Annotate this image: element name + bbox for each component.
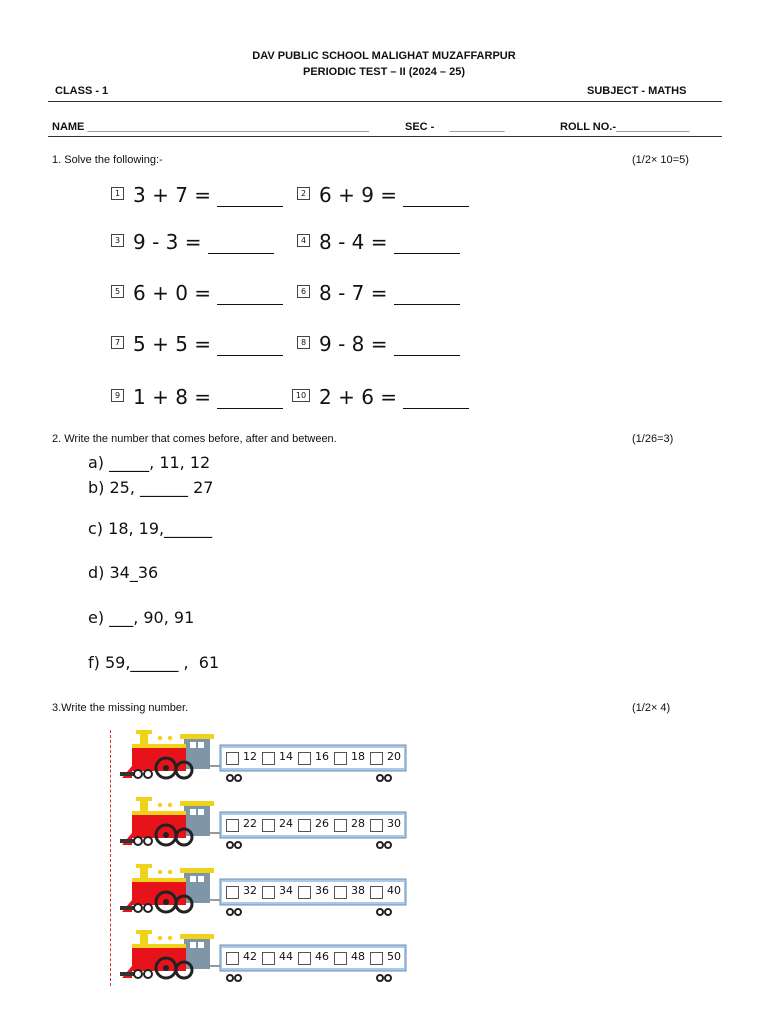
- q2-item-c: [88, 519, 212, 538]
- q1-item-9: [111, 385, 283, 409]
- wagon-number: 12: [243, 750, 257, 763]
- item-number: 4: [297, 234, 310, 247]
- wagon-number: 34: [279, 884, 293, 897]
- wagon-number: 50: [387, 950, 401, 963]
- item-number: 7: [111, 336, 124, 349]
- item-number: 1: [111, 187, 124, 200]
- q1-item-7: [111, 332, 283, 356]
- item-number: 3: [111, 234, 124, 247]
- item-number: 10: [292, 389, 310, 402]
- missing-number-box: [226, 752, 239, 765]
- missing-number-box: [298, 752, 311, 765]
- expression: 9 - 3 =: [133, 230, 202, 254]
- train-1: [118, 728, 408, 790]
- train-3: [118, 862, 408, 924]
- answer-blank: [394, 235, 460, 254]
- answer-blank: [217, 188, 283, 207]
- expression: 8 - 7 =: [319, 281, 388, 305]
- expression: 6 + 0 =: [133, 281, 212, 305]
- missing-number-box: [262, 886, 275, 899]
- missing-number-box: [262, 819, 275, 832]
- wagon-number: 46: [315, 950, 329, 963]
- expression: 6 + 9 =: [319, 183, 398, 207]
- q1-item-4: [297, 230, 460, 254]
- wagon-number: 16: [315, 750, 329, 763]
- missing-number-box: [370, 952, 383, 965]
- wagon-number: 48: [351, 950, 365, 963]
- q2-title: 2. Write the number that comes before, after and between.: [52, 433, 337, 445]
- wagon-number: 40: [387, 884, 401, 897]
- item-label: e): [88, 608, 105, 627]
- q3-title: 3.Write the missing number.: [52, 702, 189, 714]
- q2-item-e: [88, 608, 194, 627]
- item-text: ___, 90, 91: [109, 608, 195, 627]
- missing-number-box: [226, 952, 239, 965]
- missing-number-box: [226, 819, 239, 832]
- item-number: 6: [297, 285, 310, 298]
- q2-marks: (1/26=3): [632, 433, 674, 445]
- wagon-number: 18: [351, 750, 365, 763]
- item-text: 34_36: [109, 563, 159, 582]
- train-4: [118, 928, 408, 990]
- q1-item-5: [111, 281, 283, 305]
- missing-number-box: [226, 886, 239, 899]
- dashed-margin-line: [110, 730, 111, 986]
- item-label: a): [88, 453, 105, 472]
- q1-item-1: [111, 183, 283, 207]
- item-label: f): [88, 653, 100, 672]
- answer-blank: [217, 390, 283, 409]
- item-text: 59,______ , 61: [104, 653, 220, 672]
- wagon-number: 42: [243, 950, 257, 963]
- missing-number-box: [334, 886, 347, 899]
- name-rule: [48, 136, 722, 137]
- section-field: SEC - _________: [405, 121, 505, 133]
- q3-marks: (1/2× 4): [632, 702, 671, 714]
- expression: 2 + 6 =: [319, 385, 398, 409]
- wagon-number: 20: [387, 750, 401, 763]
- answer-blank: [217, 337, 283, 356]
- wagon-number: 28: [351, 817, 365, 830]
- q1-item-2: [297, 183, 469, 207]
- wagon-number: 26: [315, 817, 329, 830]
- missing-number-box: [262, 952, 275, 965]
- q1-item-6: [297, 281, 460, 305]
- wagon-number: 24: [279, 817, 293, 830]
- item-label: b): [88, 478, 105, 497]
- subject-label: SUBJECT - MATHS: [587, 85, 687, 97]
- missing-number-box: [298, 819, 311, 832]
- class-label: CLASS - 1: [55, 85, 109, 97]
- q2-item-d: [88, 563, 158, 582]
- wagon-number: 36: [315, 884, 329, 897]
- q1-item-3: [111, 230, 274, 254]
- q2-item-b: [88, 478, 213, 497]
- answer-blank: [394, 286, 460, 305]
- answer-blank: [403, 188, 469, 207]
- missing-number-box: [334, 952, 347, 965]
- answer-blank: [403, 390, 469, 409]
- item-text: 25, ______ 27: [109, 478, 214, 497]
- expression: 9 - 8 =: [319, 332, 388, 356]
- q1-item-8: [297, 332, 460, 356]
- missing-number-box: [262, 752, 275, 765]
- wagon-number: 44: [279, 950, 293, 963]
- wagon-number: 30: [387, 817, 401, 830]
- expression: 3 + 7 =: [133, 183, 212, 207]
- missing-number-box: [298, 886, 311, 899]
- roll-number-field: ROLL NO.-____________: [560, 121, 690, 133]
- item-number: 5: [111, 285, 124, 298]
- school-name: DAV PUBLIC SCHOOL MALIGHAT MUZAFFARPUR: [252, 50, 516, 62]
- missing-number-box: [370, 819, 383, 832]
- answer-blank: [217, 286, 283, 305]
- item-text: 18, 19,______: [108, 519, 213, 538]
- q1-item-10: [292, 385, 469, 409]
- item-number: 8: [297, 336, 310, 349]
- item-text: _____, 11, 12: [109, 453, 211, 472]
- q2-item-a: [88, 453, 210, 472]
- missing-number-box: [334, 819, 347, 832]
- wagon-number: 32: [243, 884, 257, 897]
- wagon-number: 38: [351, 884, 365, 897]
- name-field: NAME ______________________________________________: [52, 121, 369, 133]
- missing-number-box: [298, 952, 311, 965]
- wagon-number: 14: [279, 750, 293, 763]
- answer-blank: [208, 235, 274, 254]
- test-title: PERIODIC TEST – II (2024 – 25): [302, 66, 465, 78]
- expression: 5 + 5 =: [133, 332, 212, 356]
- q2-item-f: [88, 653, 219, 672]
- wagon-number: 22: [243, 817, 257, 830]
- expression: 8 - 4 =: [319, 230, 388, 254]
- q1-marks: (1/2× 10=5): [632, 154, 689, 166]
- train-2: [118, 795, 408, 857]
- expression: 1 + 8 =: [133, 385, 212, 409]
- missing-number-box: [370, 886, 383, 899]
- missing-number-box: [334, 752, 347, 765]
- item-number: 9: [111, 389, 124, 402]
- header-rule: [48, 101, 722, 102]
- missing-number-box: [370, 752, 383, 765]
- answer-blank: [394, 337, 460, 356]
- q1-title: 1. Solve the following:-: [52, 154, 163, 166]
- item-label: d): [88, 563, 105, 582]
- item-number: 2: [297, 187, 310, 200]
- item-label: c): [88, 519, 104, 538]
